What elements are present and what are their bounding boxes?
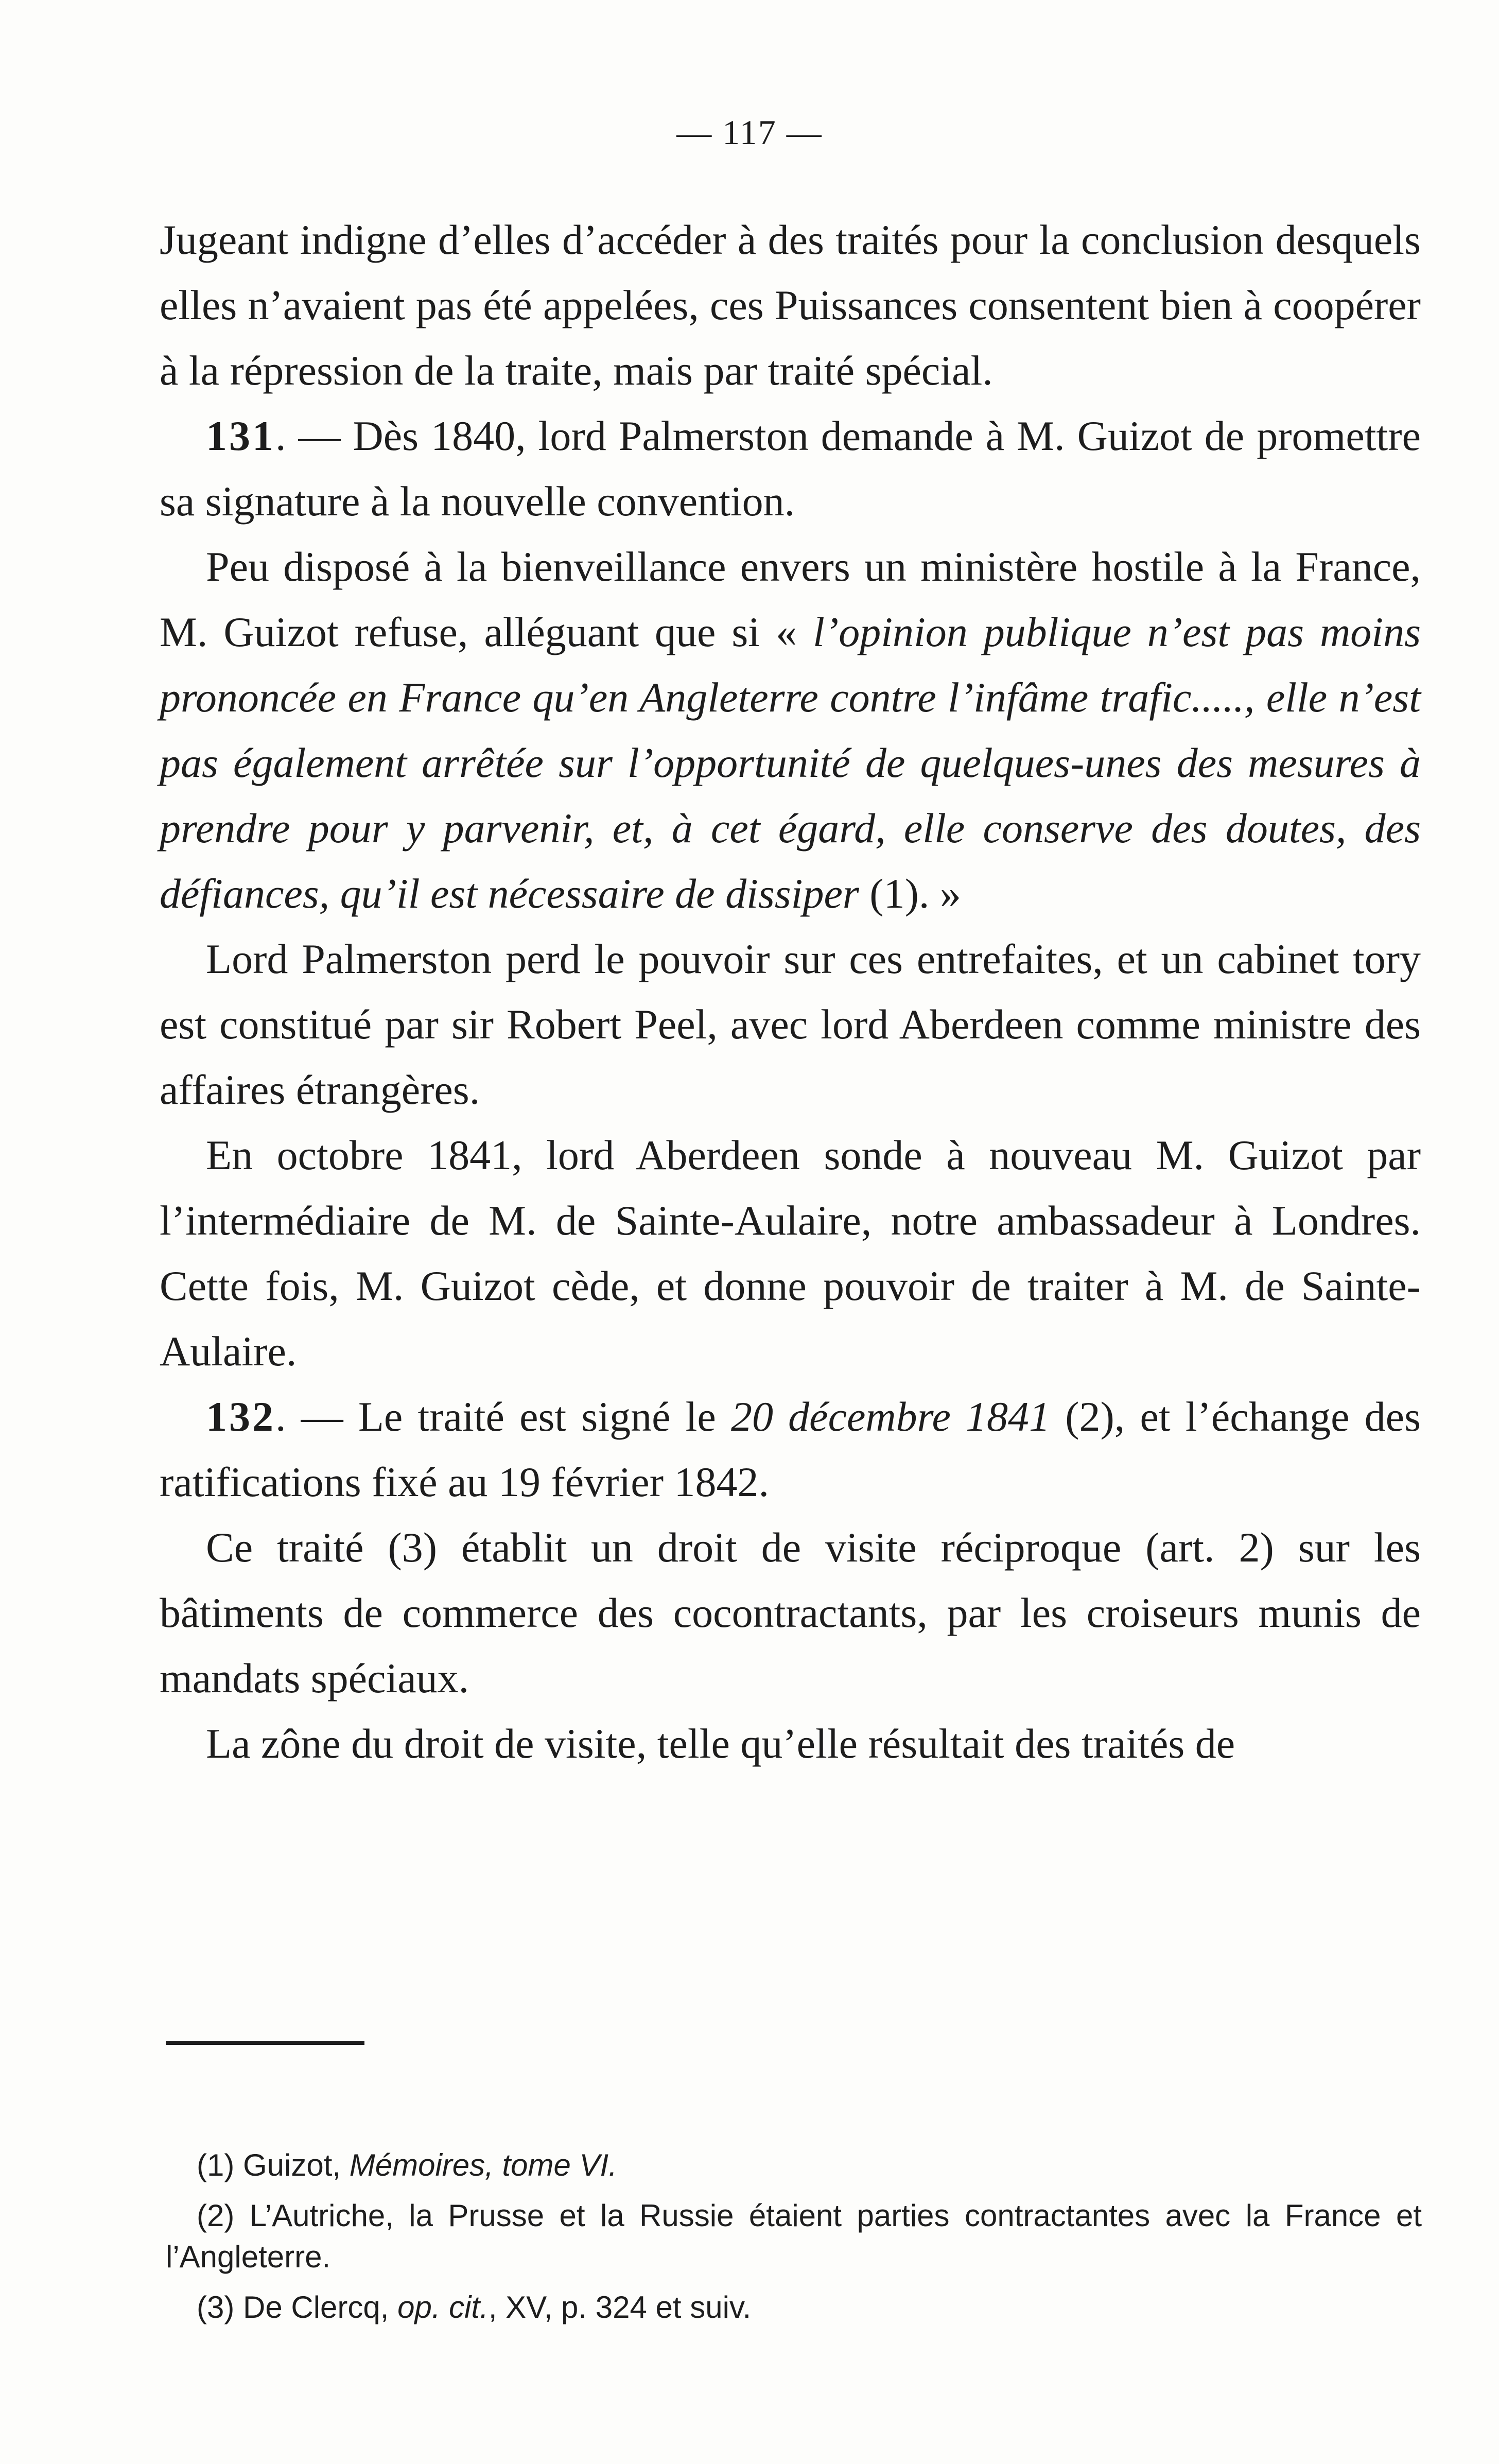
- paragraph-guizot-refusal: [160, 534, 1421, 926]
- footnote-3-rest: , XV, p. 324 et suiv.: [488, 2290, 752, 2324]
- paragraph-section-132: [160, 1384, 1421, 1515]
- treaty-date: 20 décembre 1841: [731, 1393, 1051, 1440]
- footnote-1-prefix: (1) Guizot,: [197, 2148, 350, 2182]
- paragraph-section-131: [160, 403, 1421, 534]
- footnote-rule: [166, 2041, 364, 2045]
- paragraph-guizot-refusal-start: Peu disposé à la bienveillance envers un ministère hostile à la France, M. Guizot refuse, alléguant que si «: [160, 543, 1421, 655]
- section-number-132: 132: [206, 1393, 275, 1440]
- footnote-3-opcit: op. cit.: [397, 2290, 489, 2324]
- paragraph-zone: La zône du droit de visite, telle qu’elle résultait des traités de: [206, 1720, 1235, 1767]
- paragraph-section-132-start: . — Le traité est signé le: [275, 1393, 731, 1440]
- paragraph-section-132-end: (2), et l’échange des ratifications fixé au 19 février 1842.: [160, 1393, 1421, 1505]
- paragraph-guizot-refusal-end: (1). »: [859, 870, 961, 917]
- paragraph-palmerston: Lord Palmerston perd le pouvoir sur ces entrefaites, et un cabinet tory est constitué par sir Robert Peel, avec lord Aberdeen comme ministre des affaires étrangères.: [160, 935, 1421, 1113]
- paragraph-october-1841: En octobre 1841, lord Aberdeen sonde à nouveau M. Guizot par l’intermédiaire de M. de Sainte-Aulaire, notre ambassadeur à Londres. Cette fois, M. Guizot cède, et donne pouvoir de traiter à M. de Sainte-Aulaire.: [160, 1132, 1421, 1375]
- footnote-2: (2) L’Autriche, la Prusse et la Russie étaient parties contractantes avec la France et l’Angleterre.: [166, 2198, 1422, 2274]
- paragraph-section-131-text: . — Dès 1840, lord Palmerston demande à M. Guizot de promettre sa signature à la nouvelle convention.: [160, 412, 1421, 525]
- paragraph-1: Jugeant indigne d’elles d’accéder à des traités pour la conclusion desquels elles n’avaient pas été appelées, ces Puissances consentent bien à coopérer à la répression de la traite, mais par traité spécial.: [160, 216, 1421, 394]
- guizot-quote: l’opinion publique n’est pas moins prononcée en France qu’en Angleterre contre l’infâme trafic....., elle n’est pas également arrêtée sur l’opportunité de quelques-unes des mesures à prendre pour y parvenir, et, à cet égard, elle conserve des doutes, des défiances, qu’il est nécessaire de dissiper: [160, 609, 1421, 917]
- body-text: [160, 207, 1421, 1776]
- paragraph-treaty: Ce traité (3) établit un droit de visite réciproque (art. 2) sur les bâtiments de commerce des cocontractants, par les croiseurs munis de mandats spéciaux.: [160, 1524, 1421, 1702]
- footnote-3: [166, 2287, 1422, 2328]
- page-number: — 117 —: [676, 113, 823, 152]
- footnote-1-title: Mémoires, tome VI.: [349, 2148, 617, 2182]
- section-number-131: 131: [206, 412, 275, 459]
- footnote-1: [166, 2145, 1422, 2186]
- footnotes: [166, 2145, 1422, 2337]
- footnote-3-prefix: (3) De Clercq,: [197, 2290, 398, 2324]
